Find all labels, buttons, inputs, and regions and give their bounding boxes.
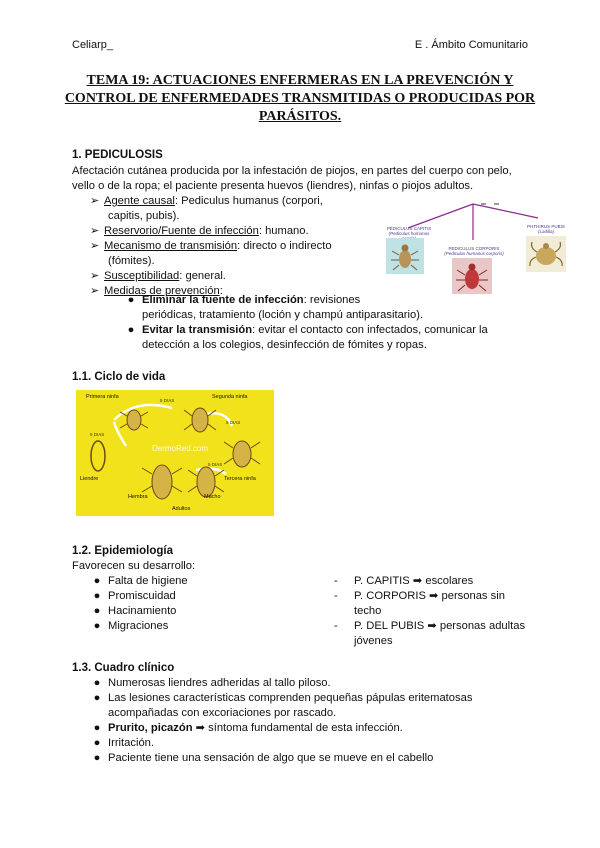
list-item-prevention: ➢ Medidas de prevención: [90, 285, 223, 297]
dash-bullet: - [334, 620, 338, 632]
list-item-reservoir: ➢ Reservorio/Fuente de infección: humano. [90, 225, 309, 237]
list-item-susceptibility: ➢ Susceptibilidad: general. [90, 270, 226, 282]
label-corporis: PEDICULUS CORPORIS (Pediculus humanus corporis) [444, 246, 504, 256]
section-heading-epidemiology: 1.2. Epidemiología [72, 545, 173, 557]
list-item-cont: techo [354, 605, 382, 617]
label-adults: Adultos [172, 506, 191, 512]
dash-bullet: - [334, 590, 338, 602]
life-cycle-diagram [76, 390, 274, 516]
bullet-icon: ● [93, 620, 101, 632]
bullet-icon: ● [93, 737, 101, 749]
list-item-cont: jóvenes [354, 635, 393, 647]
prevention-item-2: ● Evitar la transmisión: evitar el contacto con infectados, comunicar la [120, 323, 540, 338]
label-nit: Liendre [80, 476, 99, 482]
dash-bullet: - [334, 575, 338, 587]
bullet-icon: ● [93, 575, 101, 587]
prevention-item-2-cont: detección a los colegios, desinfección de fómites y ropas. [142, 339, 427, 351]
lice-corporis-image [452, 258, 492, 294]
label-5-days: 5 DIAS [160, 398, 175, 403]
prevention-item-1: ● Eliminar la fuente de infección: revisiones [120, 293, 540, 308]
list-item: ● Falta de higiene [86, 574, 306, 589]
third-nymph-icon [224, 441, 260, 467]
label-male: Macho [204, 494, 221, 500]
list-item-mechanism: ➢ Mecanismo de transmisión: directo o indirecto [90, 240, 332, 252]
clinical-list [86, 676, 526, 766]
bullet-icon: ● [93, 752, 101, 764]
header-left: Celiarp_ [72, 39, 113, 51]
list-item: ● Las lesiones características comprenden pequeñas pápulas eritematosas [86, 691, 526, 706]
list-item-mechanism-cont: (fómites). [108, 255, 155, 267]
lice-types-figure [378, 196, 573, 296]
label-female: Hembra [128, 494, 148, 500]
list-item: ● Promiscuidad [86, 589, 306, 604]
arrow-bullet-icon: ➢ [90, 270, 100, 282]
label-second-nymph: Segunda ninfa [212, 394, 248, 400]
second-nymph-icon [184, 408, 216, 432]
louse-icon [526, 236, 566, 272]
label-third-nymph: Tercera ninfa [224, 476, 256, 482]
label-5-days: 5 DIAS [90, 432, 105, 437]
list-item: ● Numerosas liendres adheridas al tallo piloso. [86, 676, 526, 691]
page-title: TEMA 19: ACTUACIONES ENFERMERAS EN LA PREVENCIÓN Y CONTROL DE ENFERMEDADES TRANSMITIDAS O PRODUCIDAS POR PARÁSITOS. [64, 73, 536, 124]
bullet-icon: ● [127, 324, 135, 336]
header-right: E . Ámbito Comunitario [414, 39, 528, 51]
lice-capitis-image [386, 238, 424, 274]
life-cycle-art [76, 390, 274, 516]
bullet-icon: ● [93, 605, 101, 617]
list-item: ● Paciente tiene una sensación de algo que se mueve en el cabello [86, 751, 526, 766]
list-item: - P. CAPITIS ➡ escolares [334, 575, 474, 587]
epidemiology-intro: Favorecen su desarrollo: [72, 560, 196, 572]
section-heading-life-cycle: 1.1. Ciclo de vida [72, 371, 166, 383]
list-item: - P. CORPORIS ➡ personas sin [334, 590, 505, 602]
epidemiology-species [334, 574, 534, 649]
connector-line [473, 204, 538, 218]
label-first-nymph: Primera ninfa [86, 394, 119, 400]
list-item: ● Prurito, picazón ➡ síntoma fundamental de esta infección. [86, 721, 526, 736]
label-capitis: PEDICULUS CAPITIS (Pediculus humanus [386, 226, 432, 236]
list-item: - P. DEL PUBIS ➡ personas adultas [334, 620, 526, 632]
arrow-bullet-icon: ➢ [90, 225, 100, 237]
male-adult-icon [188, 467, 224, 497]
section-heading-pediculosis: 1. PEDICULOSIS [72, 149, 163, 161]
bullet-icon: ● [93, 590, 101, 602]
label-5-days: 5 DIAS [208, 462, 223, 467]
list-item: ● Irritación. [86, 736, 526, 751]
label-5-days: 5 DIAS [226, 420, 241, 425]
bullet-icon: ● [93, 692, 101, 704]
label-pubis: PHTHIRUS PUBIS (Ladilla) [527, 224, 565, 234]
pediculosis-list [90, 194, 360, 299]
arrow-bullet-icon: ➢ [90, 240, 100, 252]
louse-icon [452, 258, 492, 294]
watermark: DermoRed.com [152, 444, 209, 453]
bullet-icon: ● [93, 677, 101, 689]
louse-icon [386, 238, 424, 274]
arrow-bullet-icon: ➢ [90, 195, 100, 207]
lice-pubis-image [526, 236, 566, 272]
list-item-agent: ➢ Agente causal: Pediculus humanus (corpori, [90, 195, 323, 207]
section-heading-clinical: 1.3. Cuadro clínico [72, 662, 175, 674]
arrow-bullet-icon: ➢ [90, 285, 100, 297]
intro-line-2: vello o de la ropa; el paciente presenta huevos (liendres), ninfas o piojos adultos. [72, 180, 474, 192]
intro-line-1: Afectación cutánea producida por la infestación de piojos, en partes del cuerpo con pelo, [72, 165, 512, 177]
prevention-sublist [120, 293, 540, 353]
list-item-cont: acompañadas con excoriaciones por rascado. [108, 707, 337, 719]
list-item-agent-cont: capitis, pubis). [108, 210, 180, 222]
list-item: ● Migraciones [86, 619, 306, 634]
nit-icon [91, 441, 105, 471]
female-adult-icon [142, 465, 182, 499]
bullet-icon: ● [127, 294, 135, 306]
prevention-item-1-cont: periódicas, tratamiento (loción y champú antiparasitario). [142, 309, 424, 321]
bullet-icon: ● [93, 722, 101, 734]
epidemiology-factors [86, 574, 306, 634]
list-item: ● Hacinamiento [86, 604, 306, 619]
connector-line [408, 204, 473, 228]
